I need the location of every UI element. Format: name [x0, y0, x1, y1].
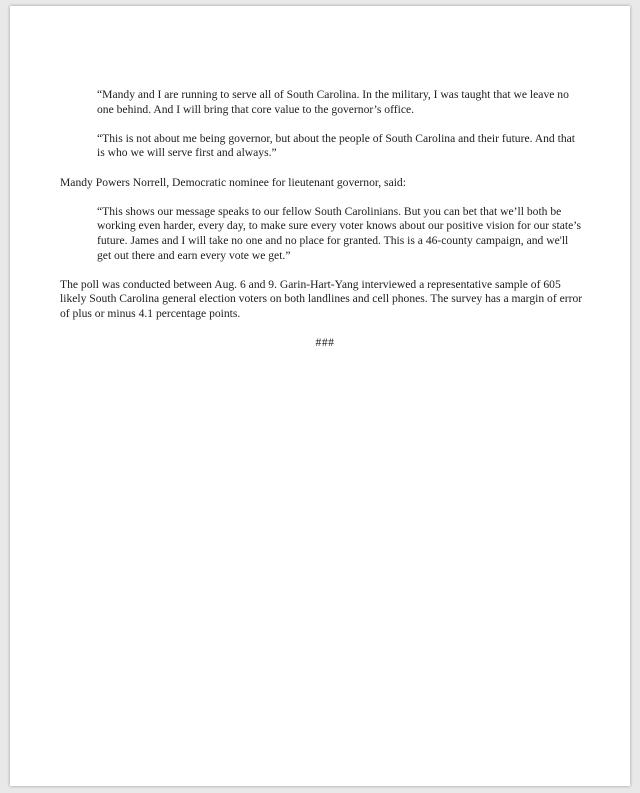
quote-paragraph-1: “Mandy and I are running to serve all of South Carolina. In the military, I was taught that we leave no one behind. And I will bring that core value to the governor’s office. — [97, 88, 569, 116]
quote-paragraph-2: “This is not about me being governor, but about the people of South Carolina and their future. And that is who we will serve first and always.” — [97, 131, 575, 160]
speaker-intro: Mandy Powers Norrell, Democratic nominee for lieutenant governor, said: — [60, 175, 406, 189]
quote-paragraph-3: “This shows our message speaks to our fellow South Carolinians. But you can bet that we’ll both be working even harder, every day, to make sure every voter knows about our positive vision for our state’s future. James and I will take no one and no place for granted. This is a 46-county campaign, and we'll get out there and earn every vote we get.” — [97, 204, 581, 262]
document-body — [60, 88, 590, 365]
end-mark: ### — [315, 336, 335, 350]
document-page — [10, 6, 630, 786]
poll-details-paragraph: The poll was conducted between Aug. 6 and 9. Garin-Hart-Yang interviewed a representative sample of 605 likely South Carolina general election voters on both landlines and cell phones. The survey has a margin of error of plus or minus 4.1 percentage points. — [60, 277, 583, 320]
